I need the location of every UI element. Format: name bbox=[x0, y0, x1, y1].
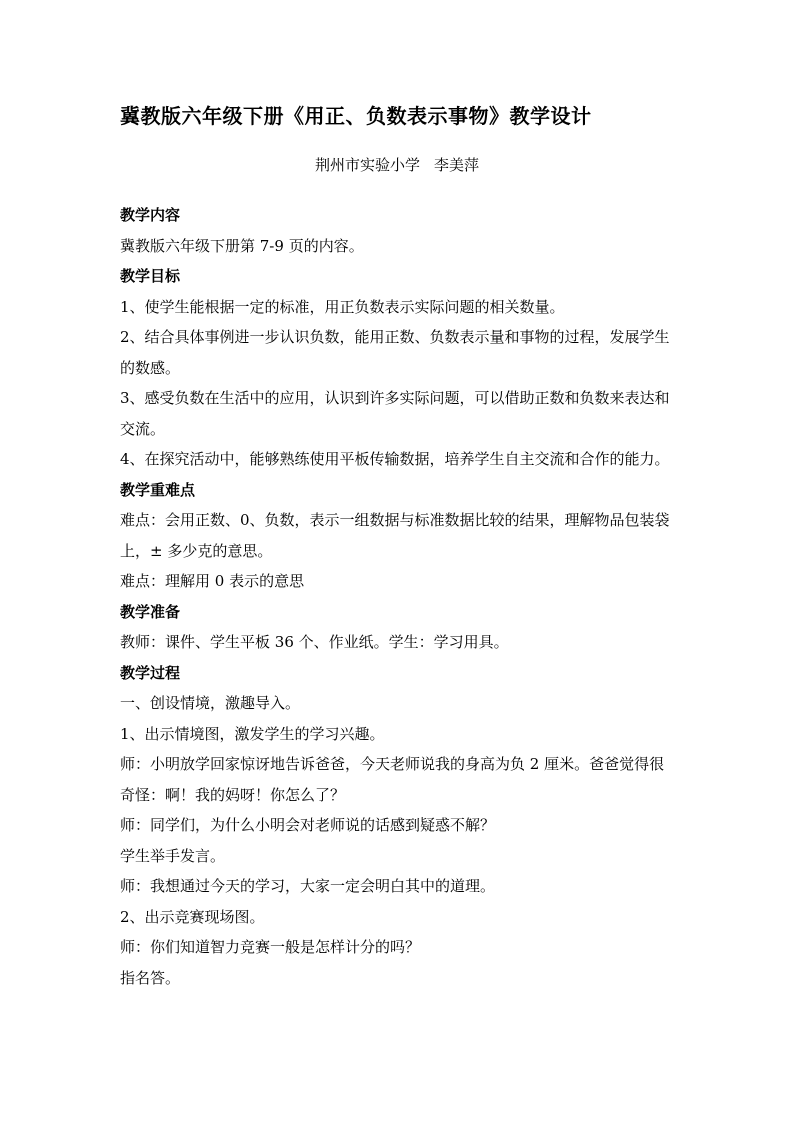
section-heading: 教学内容 bbox=[120, 206, 181, 224]
section-heading: 教学目标 bbox=[120, 267, 181, 285]
paragraph: 难点：理解用 0 表示的意思 bbox=[120, 572, 305, 590]
paragraph: 1、出示情境图，激发学生的学习兴趣。 bbox=[120, 724, 385, 743]
paragraph: 冀教版六年级下册第 7-9 页的内容。 bbox=[120, 236, 364, 255]
paragraph: 师：同学们，为什么小明会对老师说的话感到疑惑不解？ bbox=[120, 816, 496, 834]
paragraph: 学生举手发言。 bbox=[120, 846, 226, 865]
document-title: 冀教版六年级下册《用正、负数表示事物》教学设计 bbox=[120, 104, 592, 128]
paragraph: 一、创设情境，激趣导入。 bbox=[120, 694, 301, 712]
paragraph: 2、出示竞赛现场图。 bbox=[120, 907, 265, 926]
document-body bbox=[120, 200, 676, 993]
paragraph: 指名答。 bbox=[120, 968, 181, 987]
paragraph: 师：你们知道智力竞赛一般是怎样计分的吗？ bbox=[120, 938, 421, 956]
author-school: 荆州市实验小学 bbox=[314, 156, 420, 174]
section-heading: 教学过程 bbox=[120, 663, 181, 682]
section-heading: 教学准备 bbox=[120, 602, 181, 621]
paragraph: 4、在探究活动中，能够熟练使用平板传输数据，培养学生自主交流和合作的能力。 bbox=[120, 450, 670, 468]
paragraph: 师：我想通过今天的学习，大家一定会明白其中的道理。 bbox=[120, 877, 496, 895]
author-line bbox=[0, 154, 794, 175]
paragraph: 1、使学生能根据一定的标准，用正负数表示实际问题的相关数量。 bbox=[120, 297, 565, 316]
paragraph: 师：小明放学回家惊讶地告诉爸爸，今天老师说我的身高为负 2 厘米。爸爸觉得很奇怪：啊！我的妈呀！你怎么了？ bbox=[120, 755, 665, 804]
section-heading: 教学重难点 bbox=[120, 480, 196, 499]
paragraph: 3、感受负数在生活中的应用，认识到许多实际问题，可以借助正数和负数来表达和交流。 bbox=[120, 389, 670, 438]
paragraph: 难点：会用正数、0、负数，表示一组数据与标准数据比较的结果，理解物品包装袋上，± 多少克的意思。 bbox=[120, 511, 670, 560]
paragraph: 教师：课件、学生平板 36 个、作业纸。学生：学习用具。 bbox=[120, 633, 509, 651]
author-name: 李美萍 bbox=[434, 156, 480, 174]
paragraph: 2、结合具体事例进一步认识负数，能用正数、负数表示量和事物的过程，发展学生的数感。 bbox=[120, 328, 670, 377]
